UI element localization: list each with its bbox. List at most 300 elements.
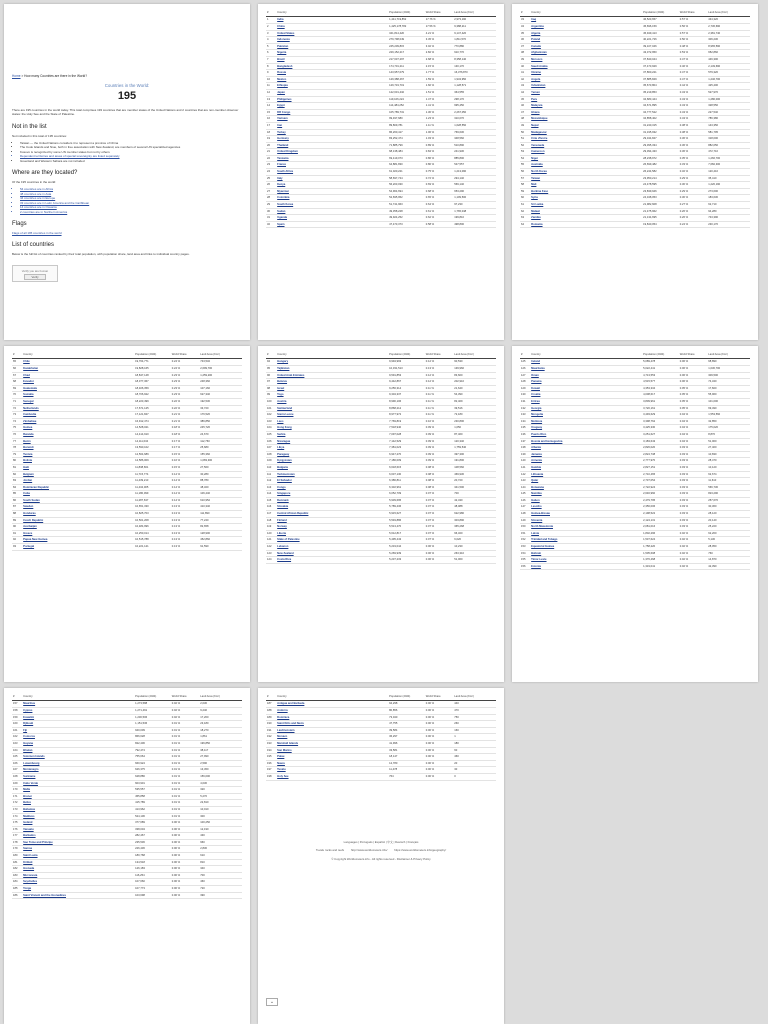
country-link[interactable]: Solomon Islands	[22, 754, 134, 761]
country-link[interactable]: Switzerland	[276, 405, 388, 412]
country-link[interactable]: South Korea	[276, 202, 388, 209]
country-link[interactable]: Poland	[530, 37, 642, 44]
region-link[interactable]: • 44 countries are in Europe	[20, 196, 242, 200]
land-area-cell: 1	[453, 734, 496, 741]
country-link[interactable]: Tunisia	[22, 451, 134, 458]
footer-option[interactable]: https://www.worldometers.info/geography/	[394, 847, 447, 852]
country-link[interactable]: Central African Republic	[276, 511, 388, 518]
column-header[interactable]: Population (2024)	[388, 694, 425, 701]
country-link[interactable]: Turkmenistan	[276, 471, 388, 478]
column-header[interactable]: Country	[276, 352, 388, 359]
column-header[interactable]: Country	[276, 694, 388, 701]
country-link[interactable]: Malawi	[530, 208, 642, 215]
country-link[interactable]: Bulgaria	[276, 464, 388, 471]
country-link[interactable]: Albania	[530, 445, 642, 452]
country-link[interactable]: Taiwan	[530, 175, 642, 182]
column-header[interactable]: World Share	[425, 10, 453, 17]
world-share-cell: 17.76 %	[425, 17, 453, 24]
country-link[interactable]: India	[276, 17, 388, 24]
country-link[interactable]: China	[276, 24, 388, 31]
country-link[interactable]: Qatar	[530, 478, 642, 485]
country-link[interactable]: Chad	[22, 372, 134, 379]
country-link[interactable]: Equatorial Guinea	[530, 544, 642, 551]
region-link[interactable]: • 14 countries are in Oceania	[20, 205, 242, 209]
country-link[interactable]: Ecuador	[22, 379, 134, 386]
column-header[interactable]: Population (2024)	[642, 10, 679, 17]
world-share-cell: 0.05 %	[679, 392, 707, 399]
country-link[interactable]: Venezuela	[530, 142, 642, 149]
country-link[interactable]: Zimbabwe	[22, 418, 134, 425]
country-link[interactable]: Djibouti	[22, 721, 134, 728]
country-link[interactable]: Sierra Leone	[276, 412, 388, 419]
country-link[interactable]: Norway	[276, 524, 388, 531]
intro-page	[4, 4, 250, 340]
table-header-row	[520, 352, 750, 359]
world-share-cell: 0.06 %	[425, 550, 453, 557]
country-link[interactable]: Azerbaijan	[22, 524, 134, 531]
country-link[interactable]: Greece	[22, 530, 134, 537]
country-link[interactable]: Libya	[276, 445, 388, 452]
country-link[interactable]: Indonesia	[276, 37, 388, 44]
table-row	[520, 398, 750, 405]
country-link[interactable]: Costa Rica	[276, 557, 388, 564]
table-row	[12, 859, 242, 866]
country-link[interactable]: Gabon	[530, 497, 642, 504]
population-cell: 755,664	[134, 754, 171, 761]
country-link[interactable]: Oman	[530, 372, 642, 379]
country-link[interactable]: Mexico	[276, 76, 388, 83]
country-link[interactable]: Hungary	[276, 359, 388, 366]
world-share-cell: 0.18 %	[171, 431, 199, 438]
country-link[interactable]: North Korea	[530, 169, 642, 176]
country-link[interactable]: Andorra	[276, 708, 388, 715]
country-link[interactable]: Bosnia and Herzegovina	[530, 438, 642, 445]
rank-cell: 23	[266, 162, 276, 169]
country-link[interactable]: Ghana	[530, 109, 642, 116]
population-cell: 1,151,536	[134, 721, 171, 728]
country-link[interactable]: Afghanistan	[530, 50, 642, 57]
country-link[interactable]: Nepal	[530, 122, 642, 129]
country-link[interactable]: Tanzania	[276, 155, 388, 162]
country-link[interactable]: Ireland	[530, 359, 642, 366]
scroll-down-icon[interactable]: ⌄	[266, 998, 278, 1006]
country-link[interactable]: Eswatini	[22, 714, 134, 721]
country-link[interactable]: Japan	[276, 89, 388, 96]
country-link[interactable]: Marshall Islands	[276, 740, 388, 747]
country-link[interactable]: Romania	[530, 221, 642, 228]
country-link[interactable]: United Kingdom	[276, 149, 388, 156]
country-link[interactable]: Nicaragua	[276, 438, 388, 445]
country-link[interactable]: Finland	[276, 517, 388, 524]
country-link[interactable]: Algeria	[530, 30, 642, 37]
country-link[interactable]: Kyrgyzstan	[276, 458, 388, 465]
table-row	[266, 458, 496, 465]
country-link[interactable]: Montenegro	[22, 767, 134, 774]
column-header[interactable]: World Share	[679, 10, 707, 17]
country-link[interactable]: Vietnam	[276, 116, 388, 123]
country-link[interactable]: Gambia	[530, 464, 642, 471]
footer-languages[interactable]: Languages | Português | Español | 中文 | Deutsch | Français	[343, 840, 419, 844]
country-link[interactable]: Belize	[22, 800, 134, 807]
column-header[interactable]: Land Area (Km²)	[453, 10, 496, 17]
land-area-cell: 39,516	[453, 405, 496, 412]
country-link[interactable]: Rwanda	[22, 431, 134, 438]
country-link[interactable]: Comoros	[22, 734, 134, 741]
country-link[interactable]: Philippines	[276, 96, 388, 103]
column-header[interactable]: #	[520, 352, 530, 359]
country-link[interactable]: Angola	[530, 76, 642, 83]
country-link[interactable]: Seychelles	[22, 879, 134, 886]
country-link[interactable]: Russia	[276, 70, 388, 77]
country-link[interactable]: Ethiopia	[276, 83, 388, 90]
country-link[interactable]: Saint Kitts and Nevis	[276, 721, 388, 728]
country-link[interactable]: South Africa	[276, 169, 388, 176]
country-link[interactable]: Liechtenstein	[276, 727, 388, 734]
country-link[interactable]: Cuba	[22, 491, 134, 498]
country-link[interactable]: Honduras	[22, 511, 134, 518]
country-link[interactable]: Moldova	[530, 418, 642, 425]
country-link[interactable]: Bolivia	[22, 458, 134, 465]
country-link[interactable]: Pakistan	[276, 43, 388, 50]
country-link[interactable]: Grenada	[22, 866, 134, 873]
country-link[interactable]: Niger	[530, 155, 642, 162]
column-header[interactable]: World Share	[171, 352, 199, 359]
country-link[interactable]: Guyana	[22, 740, 134, 747]
country-link[interactable]: Timor-Leste	[530, 557, 642, 564]
country-link[interactable]: Burundi	[22, 445, 134, 452]
country-link[interactable]: Mozambique	[530, 116, 642, 123]
captcha-verify-button[interactable]: Verify	[24, 274, 46, 280]
country-link[interactable]: Guinea	[22, 425, 134, 432]
table-row	[266, 544, 496, 551]
country-link[interactable]: Germany	[276, 136, 388, 143]
rank-cell: 41	[520, 70, 530, 77]
column-header[interactable]: Land Area (Km²)	[199, 352, 242, 359]
country-link[interactable]: Czech Republic	[22, 517, 134, 524]
country-link[interactable]: Saint Vincent and the Grenadines	[22, 892, 134, 899]
rank-cell: 80	[12, 458, 22, 465]
country-link[interactable]: Brazil	[276, 56, 388, 63]
country-link[interactable]: Jordan	[22, 478, 134, 485]
country-link[interactable]: Palau	[276, 754, 388, 761]
population-cell: 764	[388, 773, 425, 780]
country-link[interactable]: Slovenia	[530, 517, 642, 524]
country-link[interactable]: Malaysia	[530, 103, 642, 110]
country-link[interactable]: Mauritania	[530, 366, 642, 373]
population-cell: 11,434,005	[134, 484, 171, 491]
country-link[interactable]: United States	[276, 30, 388, 37]
table-row	[520, 208, 750, 215]
country-link[interactable]: Argentina	[530, 24, 642, 31]
country-link[interactable]: Sudan	[276, 208, 388, 215]
country-link[interactable]: Malta	[22, 787, 134, 794]
table-row	[520, 24, 750, 31]
country-link[interactable]: Israel	[276, 385, 388, 392]
country-link[interactable]: Italy	[276, 175, 388, 182]
column-header[interactable]: #	[266, 694, 276, 701]
column-header[interactable]: #	[520, 10, 530, 17]
country-link[interactable]: Paraguay	[276, 451, 388, 458]
country-link[interactable]: Latvia	[530, 530, 642, 537]
country-link[interactable]: Cameroon	[530, 149, 642, 156]
world-share-cell: 0.00 %	[425, 708, 453, 715]
country-link[interactable]: Côte d'Ivoire	[530, 136, 642, 143]
flags-heading: Flags	[12, 220, 27, 227]
column-header[interactable]: #	[266, 10, 276, 17]
country-link[interactable]: United Arab Emirates	[276, 372, 388, 379]
country-link[interactable]: Yemen	[530, 89, 642, 96]
column-header[interactable]: World Share	[425, 694, 453, 701]
country-link[interactable]: Sao Tome and Principe	[22, 839, 134, 846]
country-link[interactable]: Benin	[22, 438, 134, 445]
country-link[interactable]: North Macedonia	[530, 524, 642, 531]
country-link[interactable]: Cambodia	[22, 412, 134, 419]
world-share-cell: 0.72 %	[425, 175, 453, 182]
country-link[interactable]: Burkina Faso	[530, 188, 642, 195]
table-row	[266, 471, 496, 478]
breadcrumb-home-link[interactable]: Home	[12, 74, 21, 78]
country-link[interactable]: Tonga	[22, 886, 134, 893]
country-link[interactable]: Peru	[530, 96, 642, 103]
country-link[interactable]: San Marino	[276, 747, 388, 754]
world-share-cell: 1.30 %	[425, 109, 453, 116]
country-link[interactable]: Syria	[530, 195, 642, 202]
country-link[interactable]: Kenya	[276, 182, 388, 189]
column-header[interactable]: Land Area (Km²)	[453, 352, 496, 359]
land-area-cell: 328,550	[707, 103, 750, 110]
country-link[interactable]: Maldives	[22, 813, 134, 820]
country-link[interactable]: Portugal	[22, 544, 134, 551]
country-link[interactable]: Senegal	[22, 398, 134, 405]
country-link[interactable]: France	[276, 162, 388, 169]
country-link[interactable]: Eritrea	[530, 398, 642, 405]
country-link[interactable]: New Zealand	[276, 550, 388, 557]
country-link[interactable]: Trinidad and Tobago	[530, 537, 642, 544]
country-link[interactable]: Barbados	[22, 833, 134, 840]
country-link[interactable]: Uzbekistan	[530, 83, 642, 90]
country-link[interactable]: Sweden	[22, 504, 134, 511]
country-link[interactable]: Namibia	[530, 491, 642, 498]
world-share-cell: 0.00 %	[171, 820, 199, 827]
column-header[interactable]: Population (2024)	[134, 352, 171, 359]
country-link[interactable]: Myanmar	[276, 188, 388, 195]
country-link[interactable]: Haiti	[22, 464, 134, 471]
country-link[interactable]: Canada	[530, 43, 642, 50]
world-share-cell: 0.14 %	[171, 484, 199, 491]
country-link[interactable]: El Salvador	[276, 478, 388, 485]
country-link[interactable]: South Sudan	[22, 497, 134, 504]
country-link[interactable]: Iceland	[22, 820, 134, 827]
country-link[interactable]: Bahamas	[22, 806, 134, 813]
country-link[interactable]: Bangladesh	[276, 63, 388, 70]
captcha-widget[interactable]	[12, 265, 58, 282]
rank-cell: 75	[12, 425, 22, 432]
country-link[interactable]: Saint Lucia	[22, 853, 134, 860]
list-item-link[interactable]: • Dependent territories and areas of special sovereignty are listed separately	[20, 154, 242, 158]
land-area-cell: 74,340	[707, 379, 750, 386]
country-link[interactable]: Somalia	[22, 392, 134, 399]
country-link[interactable]: Micronesia	[22, 872, 134, 879]
world-share-cell: 0.50 %	[679, 37, 707, 44]
country-link[interactable]: Uganda	[276, 215, 388, 222]
table-row	[520, 372, 750, 379]
world-share-cell: 0.36 %	[679, 149, 707, 156]
column-header[interactable]: Country	[530, 10, 642, 17]
population-cell: 2,124,131	[642, 517, 679, 524]
country-link[interactable]: Puerto Rico	[530, 431, 642, 438]
country-link[interactable]: Saudi Arabia	[530, 63, 642, 70]
region-link[interactable]: • 33 countries are in Latin America and the Caribbean	[20, 201, 242, 205]
population-cell: 24,348,053	[642, 195, 679, 202]
country-link[interactable]: Austria	[276, 398, 388, 405]
country-link[interactable]: Cyprus	[22, 708, 134, 715]
country-link[interactable]: Serbia	[276, 431, 388, 438]
country-link[interactable]: Sri Lanka	[530, 202, 642, 209]
column-header[interactable]: Land Area (Km²)	[707, 352, 750, 359]
country-link[interactable]: Guatemala	[22, 385, 134, 392]
country-link[interactable]: Spain	[276, 221, 388, 228]
country-link[interactable]: Egypt	[276, 103, 388, 110]
country-link[interactable]: Panama	[530, 379, 642, 386]
rank-cell: 15	[266, 109, 276, 116]
table-row	[266, 30, 496, 37]
country-link[interactable]: Turkey	[276, 129, 388, 136]
country-link[interactable]: Lithuania	[530, 471, 642, 478]
column-header[interactable]: Country	[530, 352, 642, 359]
country-link[interactable]: Mauritius	[22, 701, 134, 708]
column-header[interactable]: Country	[22, 352, 134, 359]
country-link[interactable]: Kuwait	[530, 385, 642, 392]
country-link[interactable]: Colombia	[276, 195, 388, 202]
column-header[interactable]: World Share	[679, 352, 707, 359]
country-link[interactable]: Denmark	[276, 497, 388, 504]
country-link[interactable]: Togo	[276, 392, 388, 399]
country-link[interactable]: Nauru	[276, 760, 388, 767]
country-link[interactable]: Cabo Verde	[22, 780, 134, 787]
table-row	[520, 359, 750, 366]
country-link[interactable]: Netherlands	[22, 405, 134, 412]
country-link[interactable]: Congo	[276, 484, 388, 491]
country-link[interactable]: Antigua and Barbuda	[276, 701, 388, 708]
column-header[interactable]: Population (2024)	[134, 694, 171, 701]
column-header[interactable]: Land Area (Km²)	[707, 10, 750, 17]
country-link[interactable]: Mongolia	[530, 412, 642, 419]
country-link[interactable]: Armenia	[530, 458, 642, 465]
country-link[interactable]: Dominica	[276, 714, 388, 721]
country-link[interactable]: Laos	[276, 418, 388, 425]
country-link[interactable]: Liberia	[276, 530, 388, 537]
column-header[interactable]: Country	[22, 694, 134, 701]
country-link[interactable]: Fiji	[22, 727, 134, 734]
country-link[interactable]: Morocco	[530, 56, 642, 63]
country-link[interactable]: Lebanon	[276, 544, 388, 551]
country-link[interactable]: Jamaica	[530, 451, 642, 458]
country-link[interactable]: Chile	[22, 359, 134, 366]
country-link[interactable]: Uruguay	[530, 425, 642, 432]
region-link[interactable]: • 54 countries are in Africa	[20, 187, 242, 191]
table-row	[12, 530, 242, 537]
column-header[interactable]: #	[266, 352, 276, 359]
population-cell: 83,252,474	[388, 136, 425, 143]
population-cell: 5,612,817	[388, 530, 425, 537]
country-link[interactable]: Guinea-Bissau	[530, 511, 642, 518]
country-link[interactable]: Belarus	[276, 379, 388, 386]
column-header[interactable]: World Share	[171, 694, 199, 701]
table-row	[12, 760, 242, 767]
country-link[interactable]: Georgia	[530, 405, 642, 412]
country-link[interactable]: Hong Kong	[276, 425, 388, 432]
country-link[interactable]: Vanuatu	[22, 826, 134, 833]
country-link[interactable]: Iran	[276, 122, 388, 129]
column-header[interactable]: Country	[276, 10, 388, 17]
world-share-cell: 0.00 %	[425, 754, 453, 761]
country-link[interactable]: Bhutan	[22, 747, 134, 754]
column-header[interactable]: Population (2024)	[388, 10, 425, 17]
country-link[interactable]: Tuvalu	[276, 767, 388, 774]
country-link[interactable]: Brunei	[22, 793, 134, 800]
country-link[interactable]: Luxembourg	[22, 760, 134, 767]
country-link[interactable]: Zambia	[530, 215, 642, 222]
country-link[interactable]: Madagascar	[530, 129, 642, 136]
country-link[interactable]: Kiribati	[22, 859, 134, 866]
footer-option[interactable]: http://www.worldometers.info/	[350, 847, 388, 852]
column-header[interactable]: Land Area (Km²)	[199, 694, 242, 701]
region-link[interactable]: • 48 countries are in Asia	[20, 192, 242, 196]
country-link[interactable]: Nigeria	[276, 50, 388, 57]
country-link[interactable]: Thailand	[276, 142, 388, 149]
footer-option[interactable]: Tuvalu rocks and reefs	[315, 847, 345, 852]
country-link[interactable]: Lesotho	[530, 504, 642, 511]
country-link[interactable]: Slovakia	[276, 504, 388, 511]
country-link[interactable]: Botswana	[530, 484, 642, 491]
country-link[interactable]: Singapore	[276, 491, 388, 498]
flags-link[interactable]: Flags of all 195 countries in the world	[12, 230, 62, 235]
country-link[interactable]: Belgium	[22, 471, 134, 478]
column-header[interactable]: #	[12, 352, 22, 359]
population-cell: 21,475,962	[642, 208, 679, 215]
table-row	[12, 747, 242, 754]
country-link[interactable]: Croatia	[530, 392, 642, 399]
country-link[interactable]: Estonia	[530, 563, 642, 570]
column-header[interactable]: Population (2024)	[388, 352, 425, 359]
country-link[interactable]: DR Congo	[276, 109, 388, 116]
column-header[interactable]: Population (2024)	[642, 352, 679, 359]
country-link[interactable]: Suriname	[22, 773, 134, 780]
country-link[interactable]: Dominican Republic	[22, 484, 134, 491]
country-link[interactable]: Australia	[530, 162, 642, 169]
region-link[interactable]: • 2 countries are in Northern America	[20, 210, 242, 214]
country-link[interactable]: State of Palestine	[276, 537, 388, 544]
column-header[interactable]: #	[12, 694, 22, 701]
rank-cell: 126	[520, 366, 530, 373]
table-header-row	[266, 694, 496, 701]
column-header[interactable]: World Share	[425, 352, 453, 359]
country-link[interactable]: Mali	[530, 182, 642, 189]
country-link[interactable]: Monaco	[276, 734, 388, 741]
land-area-cell: 42,390	[707, 563, 750, 570]
country-link[interactable]: Kazakhstan	[22, 366, 134, 373]
country-link[interactable]: Ukraine	[530, 70, 642, 77]
country-link[interactable]: Samoa	[22, 846, 134, 853]
population-cell: 39,107,046	[642, 43, 679, 50]
country-link[interactable]: Holy See	[276, 773, 388, 780]
column-header[interactable]: Land Area (Km²)	[453, 694, 496, 701]
country-link[interactable]: Iraq	[530, 17, 642, 24]
population-cell: 3,183,643	[642, 438, 679, 445]
country-link[interactable]: Papua New Guinea	[22, 537, 134, 544]
country-link[interactable]: Tajikistan	[276, 366, 388, 373]
country-link[interactable]: Bahrain	[530, 550, 642, 557]
